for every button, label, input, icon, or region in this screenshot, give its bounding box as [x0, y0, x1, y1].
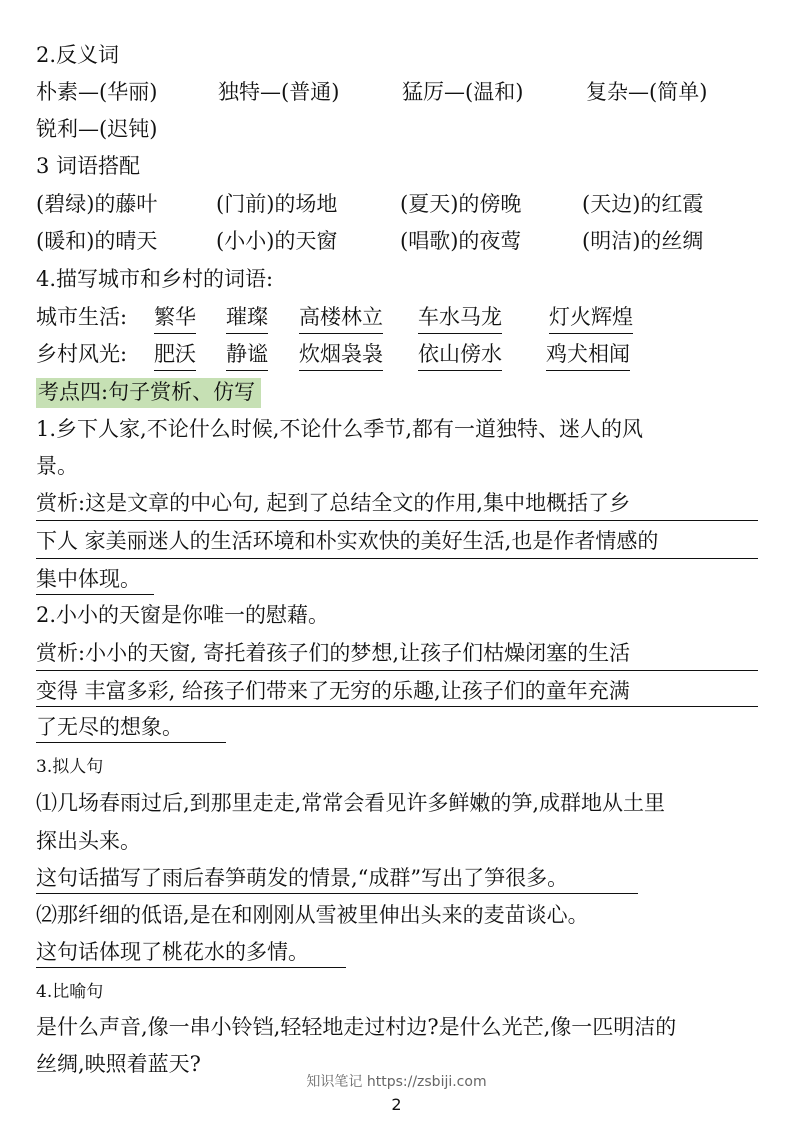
sentence-2-analysis-1: 赏析:小小的天窗, 寄托着孩子们的梦想,让孩子们枯燥闭塞的生活 [36, 641, 631, 665]
underline [36, 670, 758, 671]
metaphor-line-1: 是什么声音,像一串小铃铛,轻轻地走过村边?是什么光芒,像一匹明洁的 [36, 1015, 677, 1039]
collocation-item: (门前)的场地 [216, 192, 338, 216]
sentence-1-line-2: 景。 [36, 454, 78, 478]
underline [36, 967, 346, 968]
village-word: 肥沃 [154, 339, 196, 371]
sentence-1-analysis-2: 下人 家美丽迷人的生活环境和朴实欢快的美好生活,也是作者情感的 [36, 529, 659, 553]
village-label: 乡村风光: [36, 342, 128, 366]
village-word: 依山傍水 [418, 339, 502, 371]
collocation-item: (碧绿)的藤叶 [36, 192, 158, 216]
section-title: 考点四:句子赏析、仿写 [36, 378, 261, 408]
antonyms-heading: 2.反义词 [36, 43, 120, 67]
collocation-item: (唱歌)的夜莺 [400, 229, 522, 253]
village-word: 静谧 [226, 339, 268, 371]
personification-q2: ⑵那纤细的低语,是在和刚刚从雪被里伸出头来的麦苗谈心。 [36, 903, 589, 927]
underline [36, 594, 154, 595]
sentence-2-line-1: 2.小小的天窗是你唯一的慰藉。 [36, 603, 330, 627]
city-word: 繁华 [154, 302, 196, 334]
underline [36, 742, 226, 743]
antonym-pair: 猛厉—(温和) [402, 80, 524, 104]
personification-q1-line-1: ⑴几场春雨过后,到那里走走,常常会看见许多鲜嫩的笋,成群地从土里 [36, 791, 666, 815]
collocation-item: (夏天)的傍晚 [400, 192, 522, 216]
underline [36, 893, 638, 894]
underline [36, 706, 758, 707]
antonym-pair: 复杂—(简单) [586, 80, 708, 104]
city-label: 城市生活: [36, 305, 128, 329]
antonym-pair: 朴素—(华丽) [36, 80, 158, 104]
collocation-item: (天边)的红霞 [582, 192, 704, 216]
city-word: 车水马龙 [418, 302, 502, 334]
sentence-2-analysis-2: 变得 丰富多彩, 给孩子们带来了无穷的乐趣,让孩子们的童年充满 [36, 679, 630, 703]
sentence-2-analysis-3: 了无尽的想象。 [36, 715, 183, 739]
antonym-pair: 锐利—(迟钝) [36, 117, 158, 141]
collocation-item: (小小)的天窗 [216, 229, 338, 253]
sentence-1-line-1: 1.乡下人家,不论什么时候,不论什么季节,都有一道独特、迷人的风 [36, 417, 644, 441]
personification-answer-2: 这句话体现了桃花水的多情。 [36, 940, 309, 964]
city-word: 璀璨 [226, 302, 268, 334]
sentence-1-analysis-1: 赏析:这是文章的中心句, 起到了总结全文的作用,集中地概括了乡 [36, 491, 631, 515]
city-word: 灯火辉煌 [549, 302, 633, 334]
underline [36, 558, 758, 559]
footer-watermark: 知识笔记 https://zsbiji.com [306, 1074, 487, 1090]
village-word: 鸡犬相闻 [546, 339, 630, 371]
personification-q1-line-2: 探出头来。 [36, 829, 141, 853]
antonym-pair: 独特—(普通) [218, 80, 340, 104]
personification-answer-1: 这句话描写了雨后春笋萌发的情景,“成群”写出了笋很多。 [36, 866, 569, 890]
section-title-row [36, 377, 763, 407]
village-word: 炊烟袅袅 [299, 339, 383, 371]
collocation-item: (暖和)的晴天 [36, 229, 158, 253]
metaphor-line-2: 丝绸,映照着蓝天? [36, 1052, 201, 1076]
page-number: 2 [391, 1095, 402, 1114]
sentence-1-analysis-3: 集中体现。 [36, 567, 141, 591]
city-word: 高楼林立 [299, 302, 383, 334]
city-village-heading: 4.描写城市和乡村的词语: [36, 267, 274, 291]
collocation-heading: 3 词语搭配 [36, 154, 141, 178]
personification-heading: 3.拟人句 [36, 757, 104, 777]
collocation-item: (明洁)的丝绸 [582, 229, 704, 253]
underline [36, 520, 758, 521]
metaphor-heading: 4.比喻句 [36, 982, 104, 1002]
